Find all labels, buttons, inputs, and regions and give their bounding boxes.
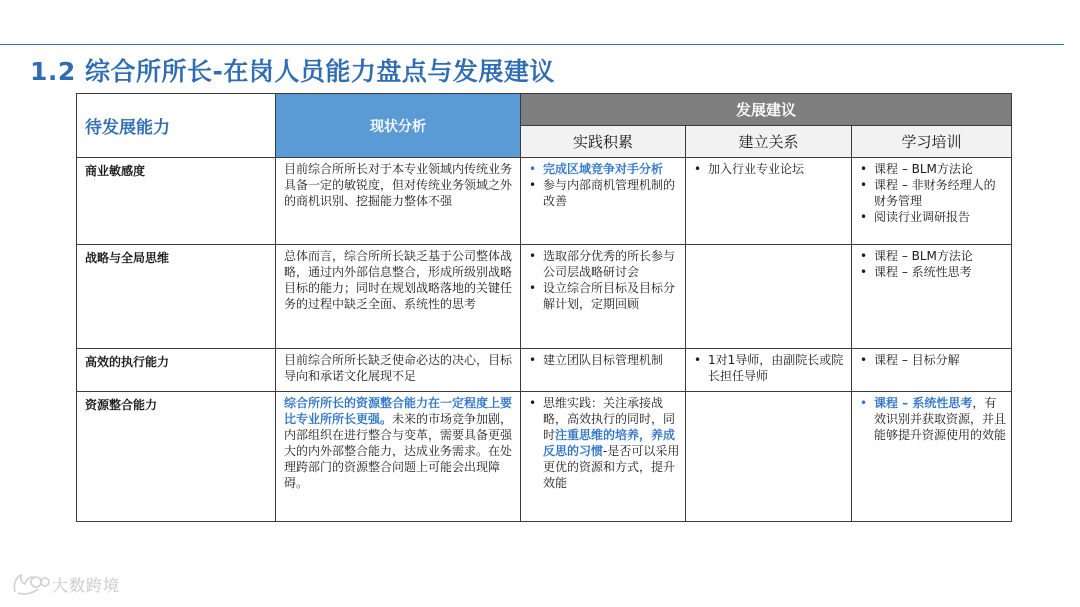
cell-text: 课程 – BLM方法论 bbox=[874, 162, 973, 176]
bullet-list bbox=[521, 349, 685, 372]
list-item bbox=[860, 177, 1007, 209]
table-body bbox=[77, 158, 1012, 522]
status-analysis bbox=[276, 245, 521, 349]
table-row bbox=[77, 245, 1012, 349]
list-item bbox=[860, 352, 1007, 368]
cell-text: 课程 – 系统性思考 bbox=[874, 265, 972, 279]
bullet-list bbox=[521, 245, 685, 316]
table-row bbox=[77, 349, 1012, 392]
cell-text: 选取部分优秀的所长参与公司层战略研讨会 bbox=[543, 249, 676, 279]
training-cell bbox=[852, 349, 1012, 392]
cell-text: 参与内部商机管理机制的改善 bbox=[543, 178, 676, 208]
cell-text: 目前综合所所长对于本专业领域内传统业务具备一定的敏锐度，但对传统业务领域之外的商机识别、挖掘能力整体不强 bbox=[284, 162, 513, 208]
cell-text: 1对1导师，由副院长或院长担任导师 bbox=[708, 353, 844, 383]
header-training: 学习培训 bbox=[852, 126, 1012, 158]
bullet-list bbox=[852, 349, 1011, 372]
fox-logo-icon bbox=[12, 572, 50, 596]
list-item bbox=[529, 248, 681, 280]
status-analysis bbox=[276, 349, 521, 392]
cell-text: -是否可以采用更优的资源和方式，提升效能 bbox=[543, 444, 680, 490]
list-item bbox=[529, 352, 681, 368]
bullet-list bbox=[852, 158, 1011, 229]
practice-cell bbox=[521, 392, 686, 522]
list-item bbox=[860, 264, 1007, 280]
cell-text: 未来的市场竞争加剧，内部组织在进行整合与变革，需要具备更强大的内外部整合能力，达成业务需求。在处理跨部门的资源整合问题上可能会出现障碍。 bbox=[284, 412, 513, 490]
list-item bbox=[694, 352, 847, 384]
status-analysis bbox=[276, 158, 521, 245]
watermark-logo bbox=[12, 571, 120, 597]
list-item bbox=[860, 161, 1007, 177]
cell-text: 课程 – 非财务经理人的财务管理 bbox=[874, 178, 996, 208]
practice-cell bbox=[521, 349, 686, 392]
training-cell bbox=[852, 245, 1012, 349]
page-title: 1.2 综合所所长-在岗人员能力盘点与发展建议 bbox=[30, 57, 555, 86]
practice-cell bbox=[521, 158, 686, 245]
relationship-cell bbox=[686, 158, 852, 245]
bullet-list bbox=[852, 392, 1011, 447]
header-practice: 实践积累 bbox=[521, 126, 686, 158]
table-row bbox=[77, 392, 1012, 522]
training-cell bbox=[852, 392, 1012, 522]
cell-text: 阅读行业调研报告 bbox=[874, 210, 971, 224]
cell-text: 课程 – BLM方法论 bbox=[874, 249, 973, 263]
status-analysis bbox=[276, 392, 521, 522]
relationship-cell bbox=[686, 245, 852, 349]
header-development: 发展建议 bbox=[521, 94, 1012, 126]
list-item bbox=[529, 395, 681, 491]
list-item bbox=[694, 161, 847, 177]
capability-name: 商业敏感度 bbox=[77, 158, 276, 245]
list-item bbox=[860, 209, 1007, 225]
cell-text: 建立团队目标管理机制 bbox=[543, 353, 664, 367]
highlight-text: 综合所所长的资源整合能力在一定程度上要比专业所所长更强。 bbox=[284, 396, 513, 426]
bullet-list bbox=[686, 158, 851, 181]
list-item bbox=[529, 280, 681, 312]
highlight-text: 完成区域竞争对手分析 bbox=[543, 162, 664, 176]
bullet-list bbox=[521, 392, 685, 495]
header-capability: 待发展能力 bbox=[77, 94, 276, 158]
cell-text: 设立综合所目标及目标分解计划，定期回顾 bbox=[543, 281, 676, 311]
cell-text: 思维实践：关注承接战略，高效执行的同时，同时 bbox=[543, 396, 676, 442]
header-relationship: 建立关系 bbox=[686, 126, 852, 158]
practice-cell bbox=[521, 245, 686, 349]
list-item bbox=[529, 161, 681, 177]
cell-text: ，有效识别并获取资源，并且能够提升资源使用的效能 bbox=[874, 396, 1007, 442]
list-item bbox=[529, 177, 681, 209]
title-rule bbox=[0, 44, 1064, 45]
cell-text: 总体而言，综合所所长缺乏基于公司整体战略，通过内外部信息整合，形成所级别战略目标的能力；同时在规划战略落地的关键任务的过程中缺乏全面、系统性的思考 bbox=[284, 249, 513, 311]
capability-name: 资源整合能力 bbox=[77, 392, 276, 522]
highlight-text: 课程 – 系统性思考 bbox=[874, 396, 973, 410]
cell-text: 课程 – 目标分解 bbox=[874, 353, 960, 367]
list-item bbox=[860, 395, 1007, 443]
list-item bbox=[860, 248, 1007, 264]
bullet-list bbox=[686, 349, 851, 388]
capability-table bbox=[76, 93, 1012, 522]
training-cell bbox=[852, 158, 1012, 245]
relationship-cell bbox=[686, 392, 852, 522]
table-row bbox=[77, 158, 1012, 245]
cell-text: 加入行业专业论坛 bbox=[708, 162, 805, 176]
highlight-text: 注重思维的培养，养成反思的习惯 bbox=[543, 428, 676, 458]
header-status: 现状分析 bbox=[276, 94, 521, 158]
capability-name: 高效的执行能力 bbox=[77, 349, 276, 392]
bullet-list bbox=[852, 245, 1011, 284]
bullet-list bbox=[521, 158, 685, 213]
logo-text: 大数跨境 bbox=[52, 575, 121, 595]
capability-name: 战略与全局思维 bbox=[77, 245, 276, 349]
cell-text: 目前综合所所长缺乏使命必达的决心，目标导向和承诺文化展现不足 bbox=[284, 353, 513, 383]
relationship-cell bbox=[686, 349, 852, 392]
